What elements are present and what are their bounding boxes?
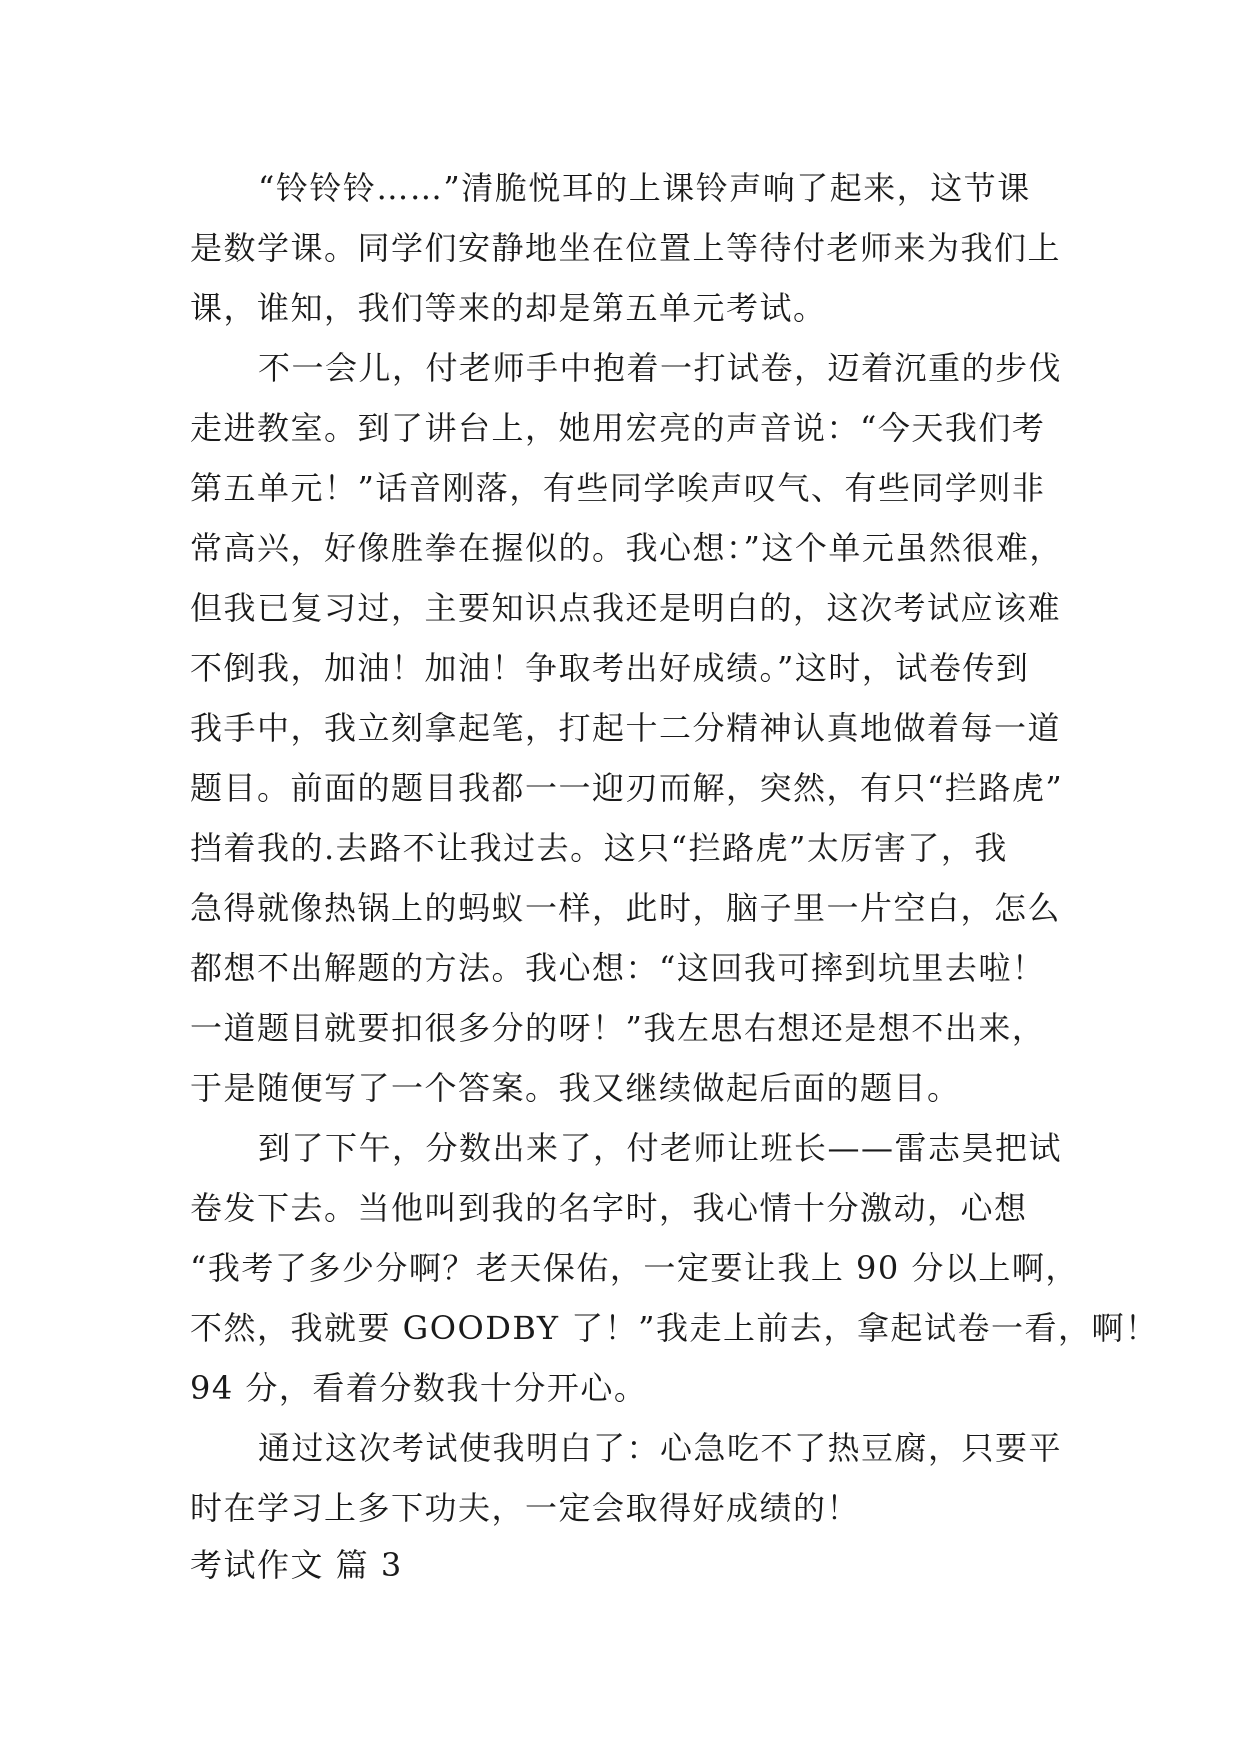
paragraph-line: 常高兴，好像胜拳在握似的。我心想：”这个单元虽然很难，: [190, 529, 1063, 567]
paragraph-line: 一道题目就要扣很多分的呀！”我左思右想还是想不出来，: [190, 1009, 1046, 1047]
paragraph-2: [190, 338, 1064, 1118]
paragraph-line: “我考了多少分啊？老天保佑，一定要让我上 90 分以上啊，: [190, 1249, 1079, 1287]
paragraph-line: 94 分，看着分数我十分开心。: [190, 1369, 648, 1407]
paragraph-3: [190, 1118, 1159, 1418]
paragraph-line: 第五单元！”话音刚落，有些同学唉声叹气、有些同学则非: [190, 469, 1046, 507]
section-heading: 考试作文 篇 3: [190, 1546, 403, 1584]
paragraph-1: [190, 158, 1060, 338]
paragraph-line: 课，谁知，我们等来的却是第五单元考试。: [190, 289, 827, 327]
paragraph-line: 急得就像热锅上的蚂蚁一样，此时，脑子里一片空白，怎么: [190, 889, 1062, 927]
paragraph-line: 不一会儿，付老师手中抱着一打试卷，迈着沉重的步伐: [258, 349, 1063, 387]
paragraph-line: 不然，我就要 GOODBY 了！”我走上前去，拿起试卷一看，啊！: [190, 1309, 1159, 1347]
paragraph-line: 于是随便写了一个答案。我又继续做起后面的题目。: [190, 1069, 961, 1107]
paragraph-line: 走进教室。到了讲台上，她用宏亮的声音说：“今天我们考: [190, 409, 1046, 447]
paragraph-line: “铃铃铃……”清脆悦耳的上课铃声响了起来，这节课: [258, 169, 1031, 207]
paragraph-line: 挡着我的.去路不让我过去。这只“拦路虎”太厉害了，我: [190, 829, 1008, 867]
paragraph-line: 都想不出解题的方法。我心想：“这回我可摔到坑里去啦！: [190, 949, 1046, 987]
paragraph-line: 卷发下去。当他叫到我的名字时，我心情十分激动，心想: [190, 1189, 1028, 1227]
essay-body: [190, 158, 1159, 1592]
paragraph-line: 到了下午，分数出来了，付老师让班长——雷志昊把试: [258, 1129, 1063, 1167]
paragraph-line: 题目。前面的题目我都一一迎刃而解，突然，有只“拦路虎”: [190, 769, 1064, 807]
paragraph-line: 通过这次考试使我明白了：心急吃不了热豆腐，只要平: [258, 1429, 1063, 1467]
paragraph-line: 是数学课。同学们安静地坐在位置上等待付老师来为我们上: [190, 229, 1062, 267]
paragraph-line: 我手中，我立刻拿起笔，打起十二分精神认真地做着每一道: [190, 709, 1062, 747]
paragraph-4: [190, 1418, 1063, 1538]
paragraph-line: 时在学习上多下功夫，一定会取得好成绩的！: [190, 1489, 861, 1527]
paragraph-line: 但我已复习过，主要知识点我还是明白的，这次考试应该难: [190, 589, 1062, 627]
paragraph-line: 不倒我，加油！加油！争取考出好成绩。”这时，试卷传到: [190, 649, 1030, 687]
